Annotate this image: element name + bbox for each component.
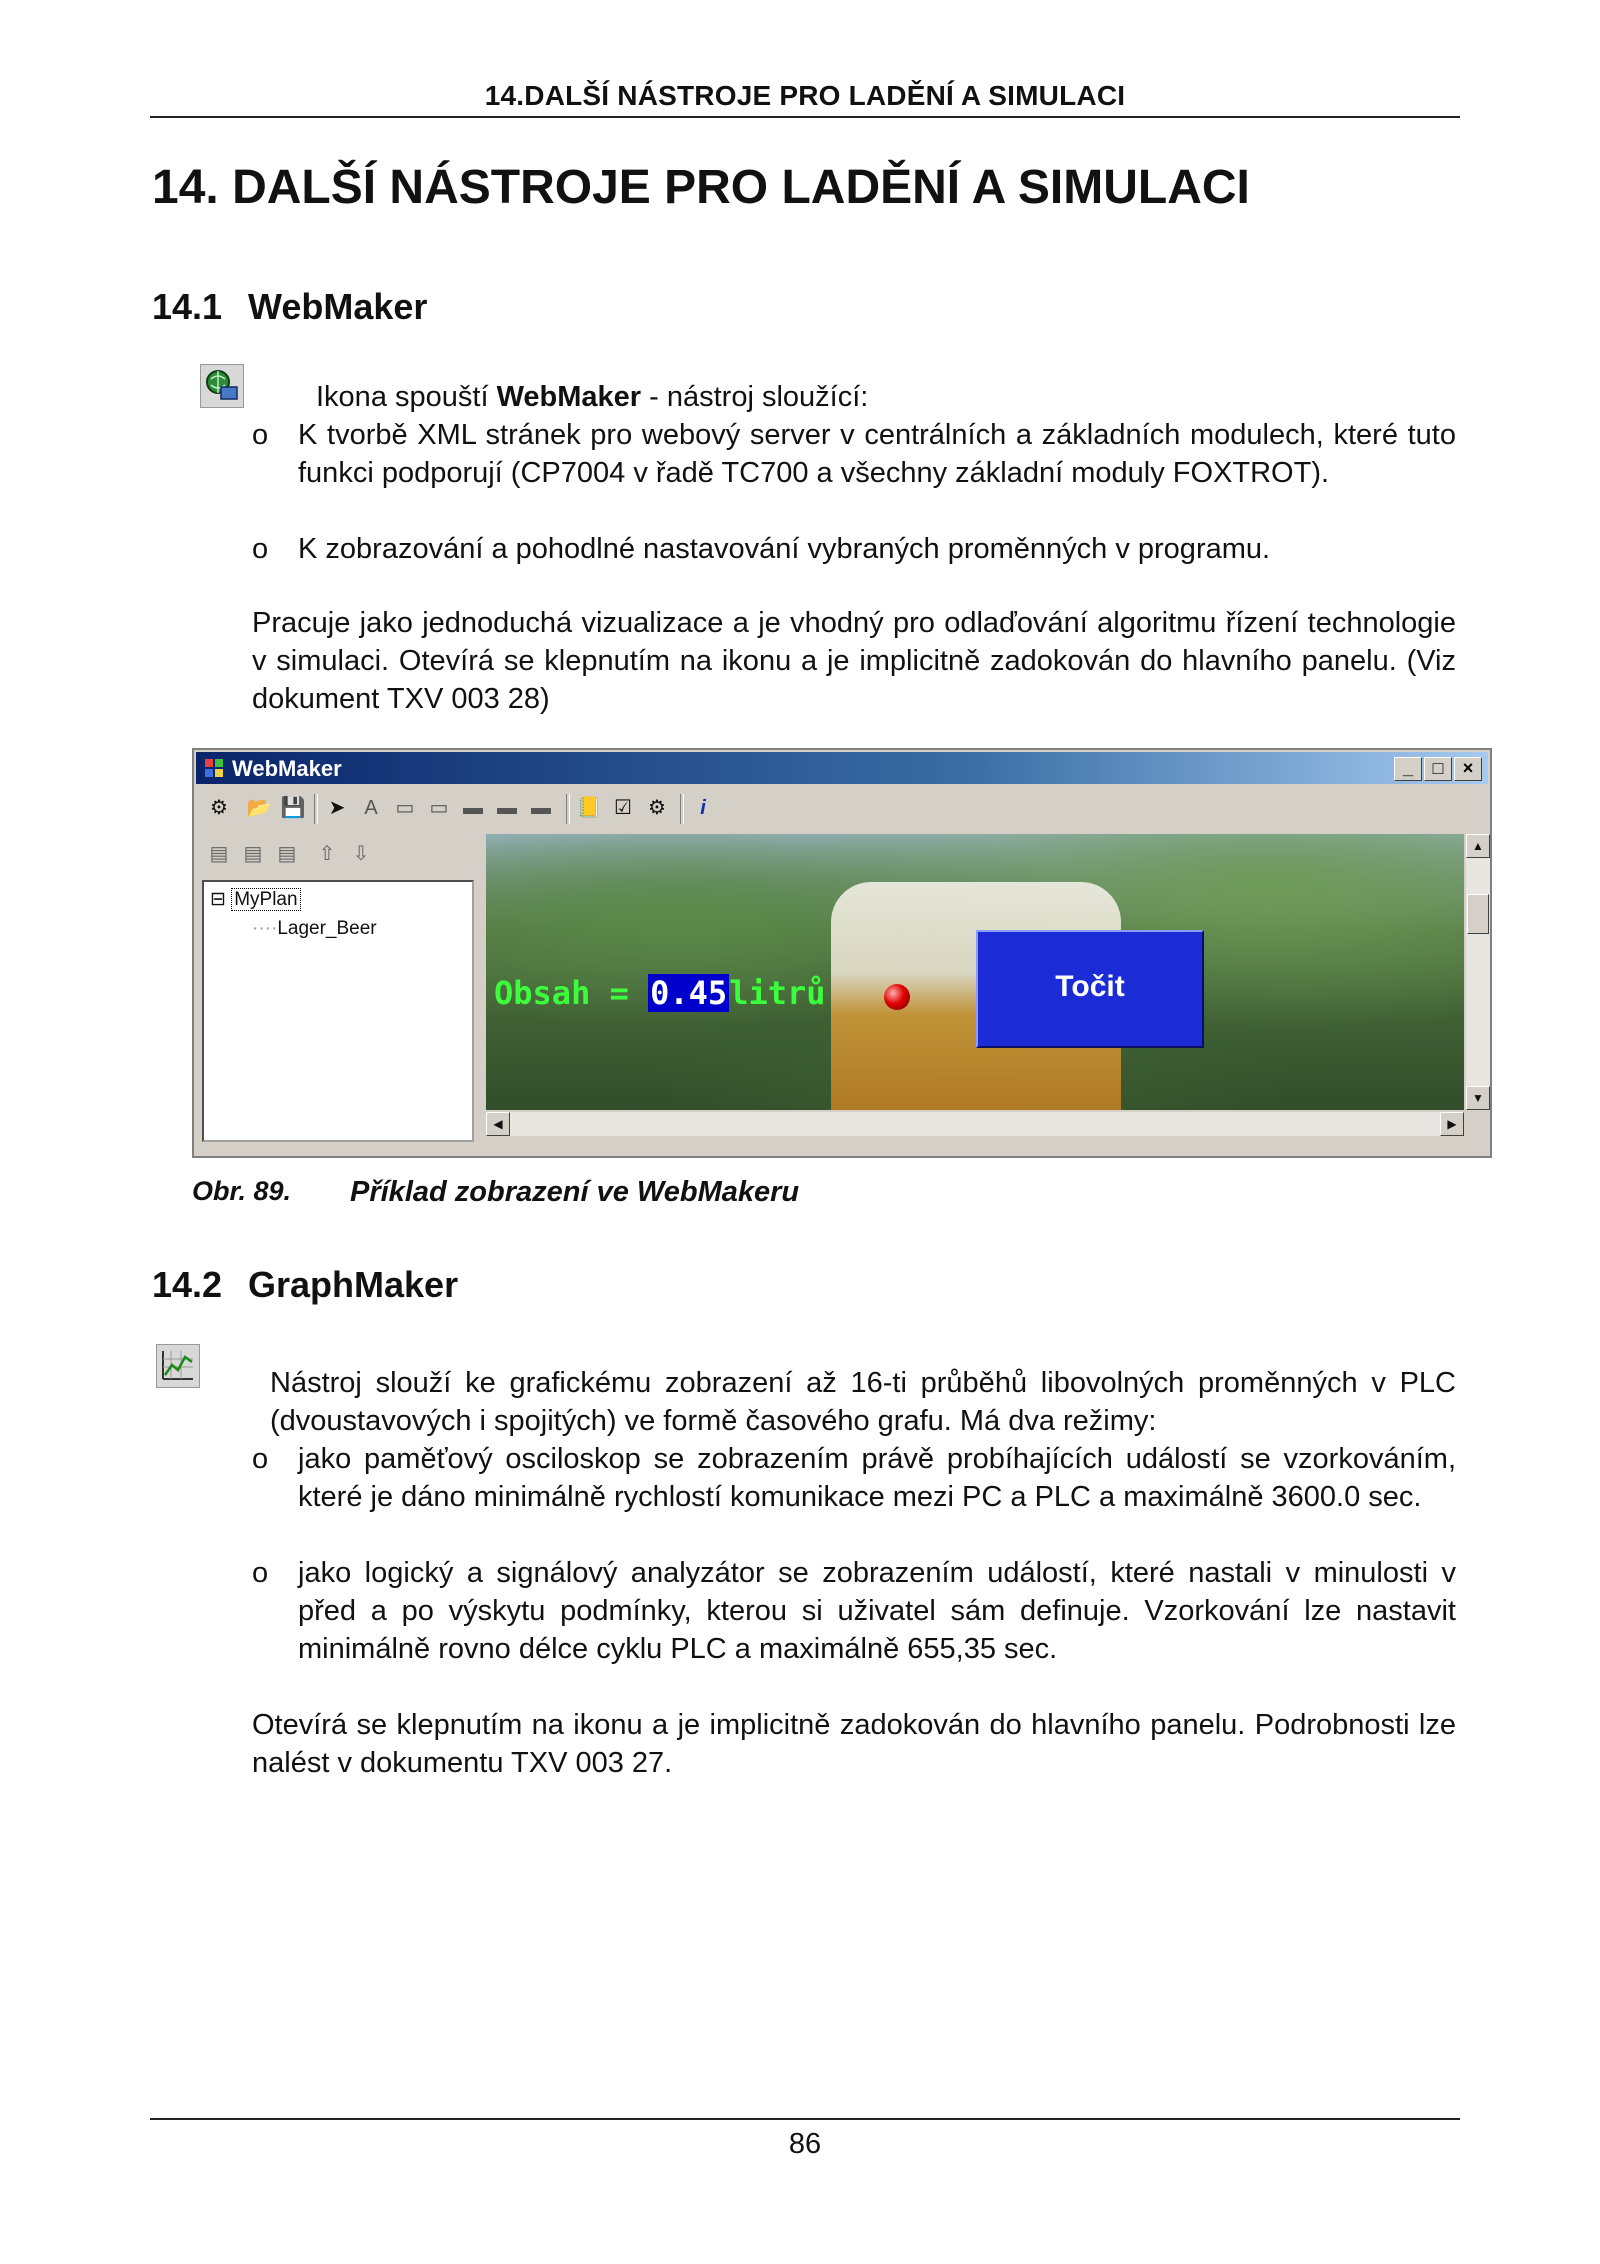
tree-root[interactable] — [210, 888, 301, 911]
webmaker-app-icon — [204, 758, 224, 778]
figure-number: Obr. 89. — [192, 1176, 292, 1206]
text-tool-icon[interactable]: A — [364, 797, 378, 819]
open-xml-icon[interactable]: 📂 — [246, 797, 272, 819]
scroll-right-icon[interactable]: ▶ — [1440, 1112, 1464, 1136]
tree-item-lager-beer[interactable]: ····Lager_Beer — [252, 918, 377, 939]
figure-caption: Příklad zobrazení ve WebMakeru — [350, 1176, 800, 1208]
tocit-button[interactable]: Točit — [976, 930, 1204, 1048]
scroll-up-icon[interactable]: ▲ — [1466, 834, 1490, 858]
list-item: o jako logický a signálový analyzátor se zobrazením událostí, které nastali v minulosti v před a po výskytu podmínky, kterou si uživatel sám definuje. Vzorkování lze nastavit minimálně rovno délce cyklu PLC a maximálně 655,35 sec. — [298, 1554, 1456, 1668]
webmaker-intro: Ikona spouští WebMaker - nástroj sloužící: — [316, 381, 869, 413]
edit-box-icon[interactable]: ▭ — [395, 797, 415, 819]
content-unit: litrů — [729, 974, 826, 1012]
info-icon[interactable]: i — [700, 797, 706, 819]
book-icon[interactable]: 📒 — [576, 797, 602, 819]
checklist-icon[interactable]: ☑ — [614, 797, 632, 819]
graphmaker-icon[interactable] — [156, 1344, 200, 1388]
list-item: o K zobrazování a pohodlné nastavování vybraných proměnných v programu. — [298, 530, 1456, 568]
settings-gear-icon[interactable]: ⚙ — [210, 797, 228, 819]
main-toolbar — [198, 788, 1486, 828]
scroll-left-icon[interactable]: ◀ — [486, 1112, 510, 1136]
toolbar-separator — [314, 794, 318, 824]
webmaker-icon[interactable] — [200, 364, 244, 408]
config-icon[interactable]: ⚙ — [648, 797, 666, 819]
vertical-scrollbar[interactable] — [1466, 834, 1490, 1110]
move-up-icon[interactable]: ⇧ — [318, 843, 336, 865]
tree-root-label: MyPlan — [231, 888, 300, 911]
window-titlebar[interactable] — [196, 752, 1488, 784]
edit-page-icon[interactable]: ▤ — [243, 843, 263, 865]
tree-item-label: Lager_Beer — [277, 918, 377, 939]
section-title-graphmaker — [152, 1264, 458, 1306]
webmaker-window — [192, 748, 1492, 1158]
minimize-button[interactable]: _ — [1394, 757, 1422, 781]
section-number: 14.1 — [152, 286, 223, 327]
section-number: 14.2 — [152, 1264, 223, 1305]
move-down-icon[interactable]: ⇩ — [352, 843, 370, 865]
section-name: GraphMaker — [248, 1264, 459, 1305]
content-readout: Obsah = 0.45litrů — [494, 974, 826, 1012]
button-tool-icon[interactable]: ▬ — [497, 797, 517, 819]
horizontal-scrollbar[interactable] — [486, 1112, 1464, 1136]
graphmaker-intro: Nástroj slouží ke grafickému zobrazení až 16-ti průběhů libovolných proměnných v PLC (dvoustavových i spojitých) ve formě časového grafu. Má dva režimy: — [270, 1367, 1456, 1437]
visualization-canvas — [486, 834, 1464, 1110]
graphmaker-paragraph: Otevírá se klepnutím na ikonu a je implicitně zadokován do hlavního panelu. Podrobnosti lze nalést v dokumentu TXV 003 27. — [252, 1709, 1456, 1779]
toolbar-separator — [680, 794, 684, 824]
list-item: o K tvorbě XML stránek pro webový server v centrálních a základních modulech, které tuto funkci podporují (CP7004 v řadě TC700 a všechny základní moduly FOXTROT). — [298, 416, 1456, 492]
bullet-mark: o — [252, 1557, 269, 1589]
scroll-thumb[interactable] — [1467, 894, 1489, 934]
panel-icon[interactable]: ▬ — [463, 797, 483, 819]
running-header: 14.DALŠÍ NÁSTROJE PRO LADĚNÍ A SIMULACI — [484, 80, 1126, 111]
tree-toolbar — [198, 834, 478, 874]
section-name: WebMaker — [248, 286, 428, 327]
header-rule — [150, 116, 1460, 118]
bullet-mark: o — [252, 1443, 269, 1475]
list-item: o jako paměťový osciloskop se zobrazením právě probíhajících událostí se vzorkováním, které je dáno minimálně rychlostí komunikace mezi PC a PLC a maximálně 3600.0 sec. — [298, 1440, 1456, 1516]
page-number: 86 — [788, 2128, 822, 2160]
window-title: WebMaker — [232, 756, 342, 781]
pointer-icon[interactable]: ➤ — [328, 797, 346, 819]
maximize-button[interactable]: □ — [1424, 757, 1452, 781]
content-value[interactable]: 0.45 — [650, 974, 728, 1012]
save-icon[interactable]: 💾 — [280, 797, 306, 819]
image-tool-icon[interactable]: ▬ — [531, 797, 551, 819]
delete-page-icon[interactable]: ▤ — [277, 843, 297, 865]
status-lamp — [884, 984, 910, 1010]
webmaker-paragraph: Pracuje jako jednoduchá vizualizace a je vhodný pro odlaďování algoritmu řízení technologie v simulaci. Otevírá se klepnutím na ikonu a je implicitně zadokován do hlavního panelu. (Viz dokument TXV 003 28) — [252, 607, 1456, 715]
new-page-icon[interactable]: ▤ — [209, 843, 229, 865]
section-title-webmaker — [152, 286, 427, 328]
collapse-icon[interactable]: ⊟ — [210, 889, 226, 910]
bullet-mark: o — [252, 533, 269, 565]
value-box-icon[interactable]: ▭ — [429, 797, 449, 819]
project-tree — [202, 880, 474, 1142]
close-button[interactable]: × — [1454, 757, 1482, 781]
bullet-mark: o — [252, 419, 269, 451]
chapter-title: 14. DALŠÍ NÁSTROJE PRO LADĚNÍ A SIMULACI — [152, 161, 1250, 214]
scroll-down-icon[interactable]: ▼ — [1466, 1086, 1490, 1110]
footer-rule — [150, 2118, 1460, 2120]
toolbar-separator — [566, 794, 570, 824]
